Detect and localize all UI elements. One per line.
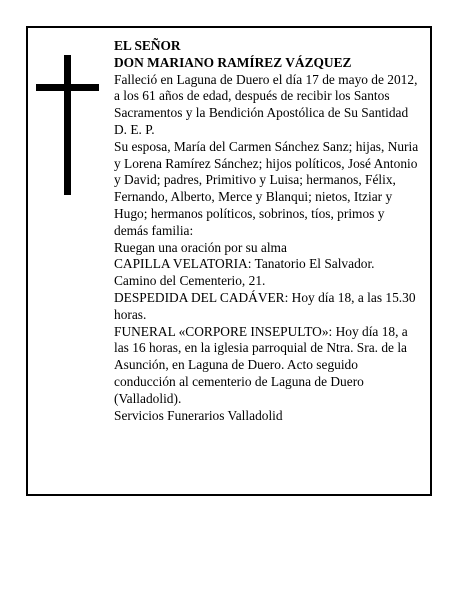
death-announcement: Falleció en Laguna de Duero el día 17 de mayo de 2012, a los 61 años de edad, después de recibir los Santos Sacramentos y la Bendición Apostólica de Su Santidad (114, 71, 418, 121)
cross-horizontal-bar (36, 84, 99, 91)
rest-in-peace: D. E. P. (114, 121, 155, 137)
funeral-info: FUNERAL «CORPORE INSEPULTO»: Hoy día 18, a las 16 horas, en la iglesia parroquial de Ntra. Sra. de la Asunción, en Laguna de Duero. Acto seguido conducción al cementerio de Laguna de Duero (Valladolid). (114, 323, 408, 406)
farewell-info: DESPEDIDA DEL CADÁVER: Hoy día 18, a las 15.30 horas. (114, 289, 416, 322)
obituary-text (114, 38, 420, 424)
cross-vertical-bar (64, 55, 71, 195)
funeral-services: Servicios Funerarios Valladolid (114, 407, 283, 423)
deceased-name: DON MARIANO RAMÍREZ VÁZQUEZ (114, 54, 352, 70)
prayer-request: Ruegan una oración por su alma (114, 239, 287, 255)
family-list: Su esposa, María del Carmen Sánchez Sanz; hijas, Nuria y Lorena Ramírez Sánchez; hijos políticos, José Antonio y David; padres, Primitivo y Luisa; hermanos, Félix, Fernando, Alberto, Merce y Blanqui; nietos, Itziar y Hugo; hermanos políticos, sobrinos, tíos, primos y demás familia: (114, 138, 419, 238)
deceased-title: EL SEÑOR (114, 38, 181, 53)
chapel-info: CAPILLA VELATORIA: Tanatorio El Salvador. Camino del Cementerio, 21. (114, 256, 375, 289)
